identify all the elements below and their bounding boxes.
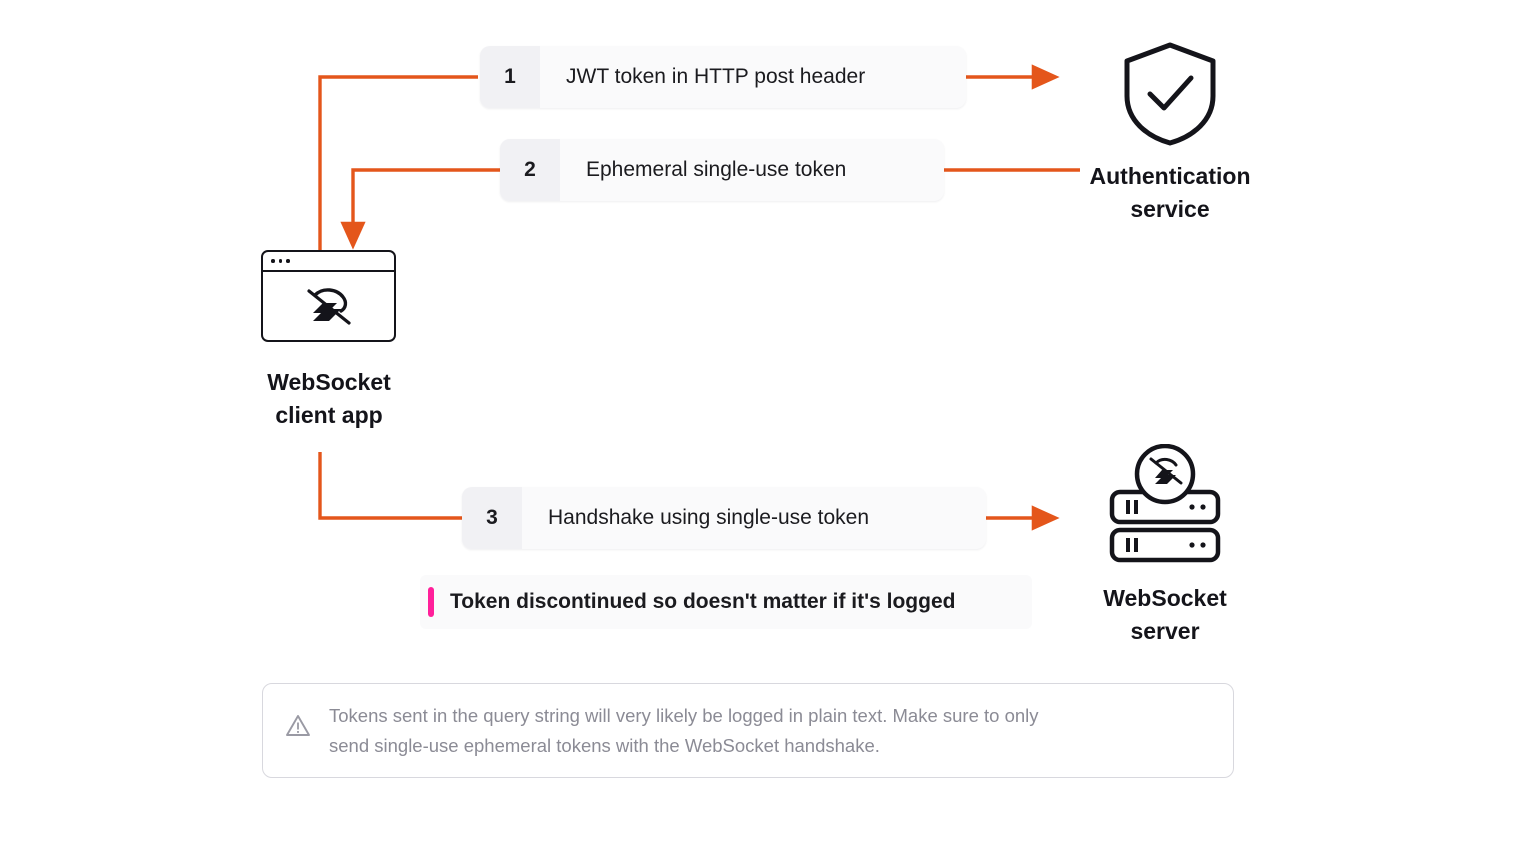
step-number-3: 3 — [462, 487, 522, 549]
note-label: Token discontinued so doesn't matter if it's logged — [450, 590, 956, 613]
step-label-3: Handshake using single-use token — [548, 506, 870, 529]
warning-message-line1: Tokens sent in the query string will very likely be logged in plain text. Make sure to only — [329, 704, 1039, 726]
browser-content — [263, 272, 394, 340]
step-number-2: 2 — [500, 139, 560, 201]
step-row-1 — [480, 46, 966, 108]
node-label-server — [1040, 582, 1290, 649]
browser-titlebar — [263, 252, 394, 272]
shield-check-icon — [1120, 40, 1220, 153]
warning-callout — [262, 683, 1234, 778]
server-rack-icon — [1100, 444, 1230, 569]
websocket-logo-icon — [301, 283, 357, 329]
step-number-1: 1 — [480, 46, 540, 108]
note-token-discontinued — [420, 575, 1032, 629]
warning-message — [329, 701, 1039, 761]
node-label-client-line2: client app — [275, 402, 383, 429]
step-label-2: Ephemeral single-use token — [586, 158, 847, 181]
node-label-auth-line2: service — [1130, 196, 1210, 223]
step-row-2 — [500, 139, 944, 201]
node-label-server-line1: WebSocket — [1103, 585, 1227, 611]
browser-dot — [279, 259, 283, 263]
step-label-1: JWT token in HTTP post header — [566, 65, 866, 88]
browser-window-icon — [261, 250, 396, 342]
browser-dot — [286, 259, 290, 263]
warning-message-line2: send single-use ephemeral tokens with the WebSocket handshake. — [329, 734, 880, 756]
node-label-auth-line1: Authentication — [1089, 163, 1251, 189]
node-label-server-line2: server — [1130, 618, 1200, 645]
node-label-client-line1: WebSocket — [267, 369, 391, 395]
warning-triangle-icon — [285, 713, 311, 744]
browser-dot — [271, 259, 275, 263]
node-label-auth — [1020, 160, 1320, 227]
node-label-client — [229, 366, 429, 433]
step-row-3 — [462, 487, 986, 549]
